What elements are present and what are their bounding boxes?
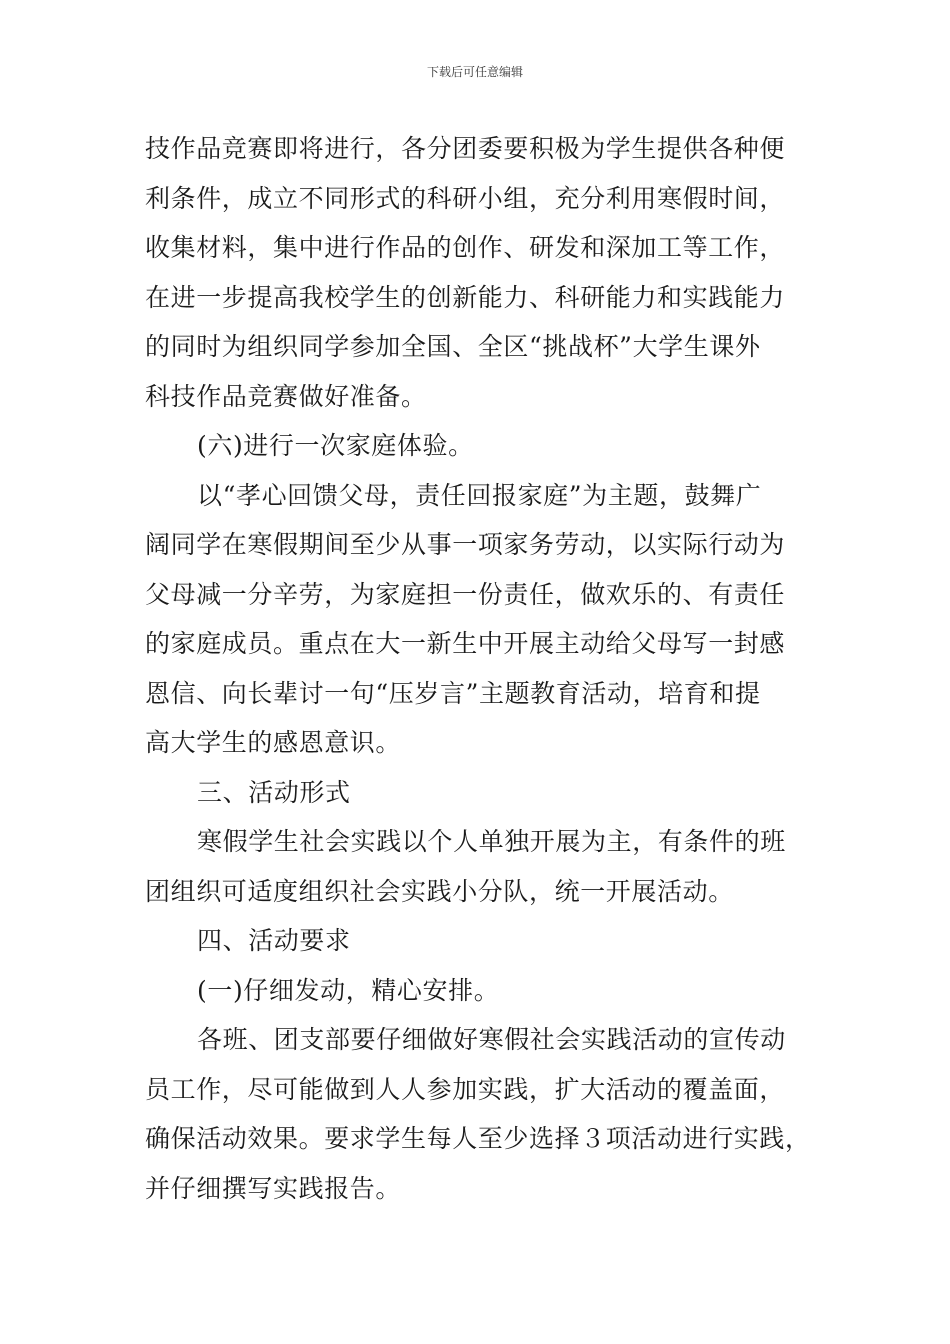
document-body — [145, 124, 813, 1213]
section-heading: 四、活动要求 — [197, 926, 351, 955]
body-line: 阔同学在寒假期间至少从事一项家务劳动，以实际行动为 — [145, 530, 786, 559]
section-subheading: (一)仔细发动，精心安排。 — [197, 975, 500, 1005]
body-line: 确保活动效果。要求学生每人至少选择３项活动进行实践， — [145, 1124, 811, 1153]
section-subheading: (六)进行一次家庭体验。 — [197, 431, 474, 460]
body-line: 团组织可适度组织社会实践小分队，统一开展活动。 — [145, 876, 734, 906]
body-line: 高大学生的感恩意识。 — [145, 728, 402, 757]
paragraph-start: 各班、团支部要仔细做好寒假社会实践活动的宣传动 — [197, 1025, 786, 1054]
section-heading: 三、活动形式 — [197, 777, 351, 807]
body-line: 的家庭成员。重点在大一新生中开展主动给父母写一封感 — [145, 629, 786, 658]
body-line: 的同时为组织同学参加全国、全区“挑战杯”大学生课外 — [145, 332, 761, 361]
body-line: 利条件，成立不同形式的科研小组，充分利用寒假时间， — [145, 183, 786, 213]
body-line: 恩信、向长辈讨一句“压岁言”主题教育活动，培育和提 — [145, 678, 761, 708]
page-header: 下载后可任意编辑 — [426, 65, 523, 79]
body-line: 并仔细撰写实践报告。 — [145, 1173, 402, 1203]
body-line: 在进一步提高我校学生的创新能力、科研能力和实践能力 — [145, 282, 786, 312]
body-line: 科技作品竞赛做好准备。 — [145, 381, 427, 411]
body-line: 父母减一分辛劳，为家庭担一份责任，做欢乐的、有责任 — [145, 579, 786, 609]
body-line: 技作品竞赛即将进行，各分团委要积极为学生提供各种便 — [145, 134, 786, 163]
paragraph-start: 寒假学生社会实践以个人单独开展为主，有条件的班 — [197, 827, 786, 856]
body-line: 收集材料，集中进行作品的创作、研发和深加工等工作， — [145, 233, 786, 262]
body-line: 员工作，尽可能做到人人参加实践，扩大活动的覆盖面， — [145, 1074, 786, 1104]
paragraph-start: 以“孝心回馈父母，责任回报家庭”为主题，鼓舞广 — [197, 480, 762, 510]
